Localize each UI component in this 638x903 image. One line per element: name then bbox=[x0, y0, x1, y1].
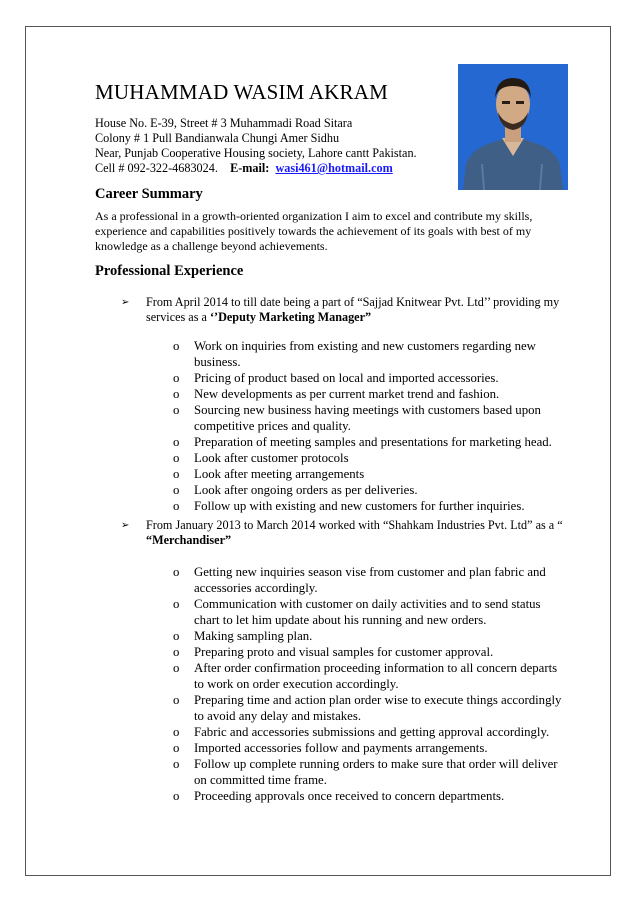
task-text: Communication with customer on daily activities and to send status chart to let him update about his running and new orders. bbox=[194, 597, 541, 627]
circle-bullet-icon: o bbox=[173, 371, 180, 385]
task-text: Look after ongoing orders as per deliveries. bbox=[194, 483, 418, 497]
task-text: Proceeding approvals once received to concern departments. bbox=[194, 789, 505, 803]
career-summary-text: As a professional in a growth-oriented organization I aim to excel and contribute my skills, experience and capabilities positively towards the achievement of its goals with best of my knowledge as a challenge beyond achievements. bbox=[95, 209, 533, 253]
task-text: Preparing proto and visual samples for customer approval. bbox=[194, 645, 494, 659]
list-item bbox=[173, 596, 568, 628]
career-summary-heading: Career Summary bbox=[95, 186, 203, 202]
task-text: Imported accessories follow and payments arrangements. bbox=[194, 741, 488, 755]
job-description: From January 2013 to March 2014 worked with “Shahkam Industries Pvt. Ltd” as a “ bbox=[146, 518, 563, 532]
job-task-list bbox=[173, 338, 568, 514]
job-entry bbox=[121, 295, 566, 325]
task-text: Follow up complete running orders to make sure that order will deliver on committed time frame. bbox=[194, 757, 558, 787]
circle-bullet-icon: o bbox=[173, 483, 180, 497]
circle-bullet-icon: o bbox=[173, 661, 180, 675]
circle-bullet-icon: o bbox=[173, 645, 180, 659]
job-task-list bbox=[173, 564, 568, 804]
circle-bullet-icon: o bbox=[173, 387, 180, 401]
profile-photo bbox=[458, 64, 568, 190]
list-item bbox=[173, 386, 568, 402]
list-item bbox=[173, 338, 568, 370]
address-line-3: Near, Punjab Cooperative Housing society, Lahore cantt Pakistan. bbox=[95, 146, 417, 160]
address-line-1: House No. E-39, Street # 3 Muhammadi Road Sitara bbox=[95, 116, 353, 130]
job-description: From April 2014 to till date being a part of “Sajjad Knitwear Pvt. Ltd’’ providing my services as a bbox=[146, 295, 560, 324]
task-text: Look after customer protocols bbox=[194, 451, 349, 465]
circle-bullet-icon: o bbox=[173, 629, 180, 643]
job-role: ‘’Deputy Marketing Manager” bbox=[209, 310, 372, 324]
circle-bullet-icon: o bbox=[173, 693, 180, 707]
list-item bbox=[173, 450, 568, 466]
task-text: Preparation of meeting samples and presentations for marketing head. bbox=[194, 435, 552, 449]
job-entry bbox=[121, 518, 566, 548]
address-line-2: Colony # 1 Pull Bandianwala Chungi Amer Sidhu bbox=[95, 131, 340, 145]
circle-bullet-icon: o bbox=[173, 565, 180, 579]
list-item bbox=[173, 644, 568, 660]
task-text: Getting new inquiries season vise from customer and plan fabric and accessories accordingly. bbox=[194, 565, 546, 595]
task-text: Look after meeting arrangements bbox=[194, 467, 365, 481]
list-item bbox=[173, 740, 568, 756]
task-text: Preparing time and action plan order wise to execute things accordingly to avoid any delay and mistakes. bbox=[194, 693, 562, 723]
circle-bullet-icon: o bbox=[173, 789, 180, 803]
list-item bbox=[173, 498, 568, 514]
circle-bullet-icon: o bbox=[173, 467, 180, 481]
circle-bullet-icon: o bbox=[173, 725, 180, 739]
email-link[interactable]: wasi461@hotmail.com bbox=[275, 161, 393, 175]
email-label: E-mail: bbox=[230, 161, 270, 175]
task-text: Work on inquiries from existing and new customers regarding new business. bbox=[194, 339, 536, 369]
list-item bbox=[173, 564, 568, 596]
circle-bullet-icon: o bbox=[173, 435, 180, 449]
circle-bullet-icon: o bbox=[173, 499, 180, 513]
job-role: “Merchandiser” bbox=[146, 533, 232, 547]
profile-photo-image bbox=[458, 64, 568, 190]
list-item bbox=[173, 628, 568, 644]
task-text: Sourcing new business having meetings with customers based upon competitive prices and quality. bbox=[194, 403, 541, 433]
list-item bbox=[173, 756, 568, 788]
task-text: New developments as per current market trend and fashion. bbox=[194, 387, 500, 401]
cell-number: Cell # 092-322-4683024. bbox=[95, 161, 218, 175]
task-text: Making sampling plan. bbox=[194, 629, 313, 643]
list-item bbox=[173, 402, 568, 434]
circle-bullet-icon: o bbox=[173, 741, 180, 755]
list-item bbox=[173, 434, 568, 450]
arrow-bullet-icon: ➢ bbox=[121, 297, 130, 308]
circle-bullet-icon: o bbox=[173, 597, 180, 611]
circle-bullet-icon: o bbox=[173, 403, 180, 417]
task-text: Pricing of product based on local and imported accessories. bbox=[194, 371, 499, 385]
list-item bbox=[173, 466, 568, 482]
job-intro bbox=[146, 295, 566, 325]
professional-experience-heading: Professional Experience bbox=[95, 263, 244, 279]
list-item bbox=[173, 724, 568, 740]
task-text: After order confirmation proceeding information to all concern departs to work on order execution accordingly. bbox=[194, 661, 558, 691]
circle-bullet-icon: o bbox=[173, 451, 180, 465]
task-text: Fabric and accessories submissions and getting approval accordingly. bbox=[194, 725, 550, 739]
list-item bbox=[173, 788, 568, 804]
list-item bbox=[173, 482, 568, 498]
task-text: Follow up with existing and new customers for further inquiries. bbox=[194, 499, 525, 513]
circle-bullet-icon: o bbox=[173, 339, 180, 353]
phone-email-line bbox=[95, 161, 417, 176]
contact-block bbox=[95, 116, 417, 176]
list-item bbox=[173, 370, 568, 386]
job-intro bbox=[146, 518, 566, 548]
list-item bbox=[173, 660, 568, 692]
circle-bullet-icon: o bbox=[173, 757, 180, 771]
arrow-bullet-icon: ➢ bbox=[121, 520, 130, 531]
candidate-name: MUHAMMAD WASIM AKRAM bbox=[95, 80, 388, 104]
list-item bbox=[173, 692, 568, 724]
